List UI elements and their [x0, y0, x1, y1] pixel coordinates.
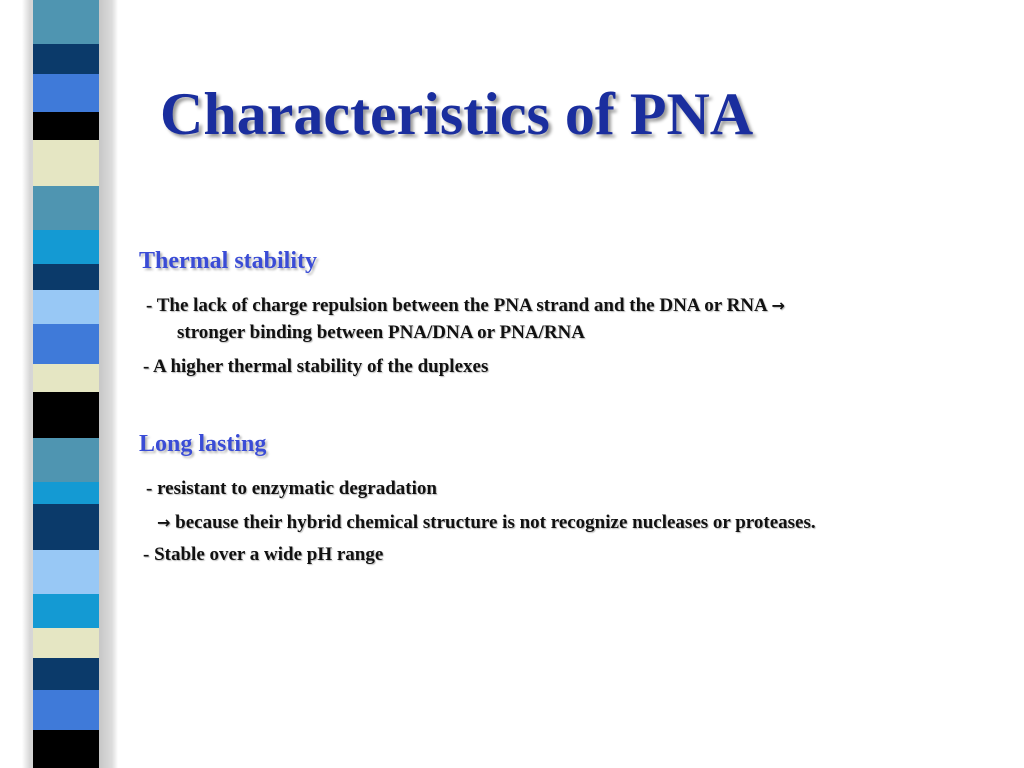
- bullet-thermal-stability-duplexes: - A higher thermal stability of the duplexes: [143, 356, 489, 377]
- stripe-band: [33, 482, 99, 504]
- stripe-band: [33, 264, 99, 290]
- stripe-band: [33, 324, 99, 364]
- stripe-band: [33, 550, 99, 594]
- bullet-text: - The lack of charge repulsion between the PNA strand and the DNA or RNA: [146, 295, 767, 316]
- stripe-band: [33, 392, 99, 438]
- stripe-band: [33, 594, 99, 628]
- stripe-band: [33, 0, 99, 44]
- stripe-band: [33, 730, 99, 768]
- arrow-right-icon: →: [771, 296, 785, 315]
- bullet-stable-ph-range: - Stable over a wide pH range: [143, 544, 384, 565]
- bullet-hybrid-structure-reason: [157, 512, 816, 534]
- arrow-right-icon: →: [157, 513, 171, 532]
- stripe-band: [33, 438, 99, 482]
- bullet-text: because their hybrid chemical structure is not recognize nucleases or proteases.: [175, 512, 816, 533]
- slide-title: Characteristics of PNA: [160, 81, 754, 147]
- stripe-band: [33, 112, 99, 140]
- stripe-band: [33, 690, 99, 730]
- stripe-band: [33, 74, 99, 112]
- stripe-band: [33, 186, 99, 230]
- stripe-band: [33, 230, 99, 264]
- stripe-band: [33, 44, 99, 74]
- stripe-band: [33, 364, 99, 392]
- stripe-band: [33, 140, 99, 186]
- stripe-band: [33, 504, 99, 550]
- decorative-striped-bar: [33, 0, 99, 768]
- stripe-band: [33, 290, 99, 324]
- section-heading-long-lasting: Long lasting: [139, 431, 267, 457]
- bullet-charge-repulsion: [146, 295, 785, 317]
- section-heading-thermal-stability: Thermal stability: [139, 248, 317, 274]
- stripe-band: [33, 658, 99, 690]
- bullet-continuation-stronger-binding: stronger binding between PNA/DNA or PNA/RNA: [177, 322, 585, 343]
- stripe-band: [33, 628, 99, 658]
- bullet-enzymatic-degradation: - resistant to enzymatic degradation: [146, 478, 437, 499]
